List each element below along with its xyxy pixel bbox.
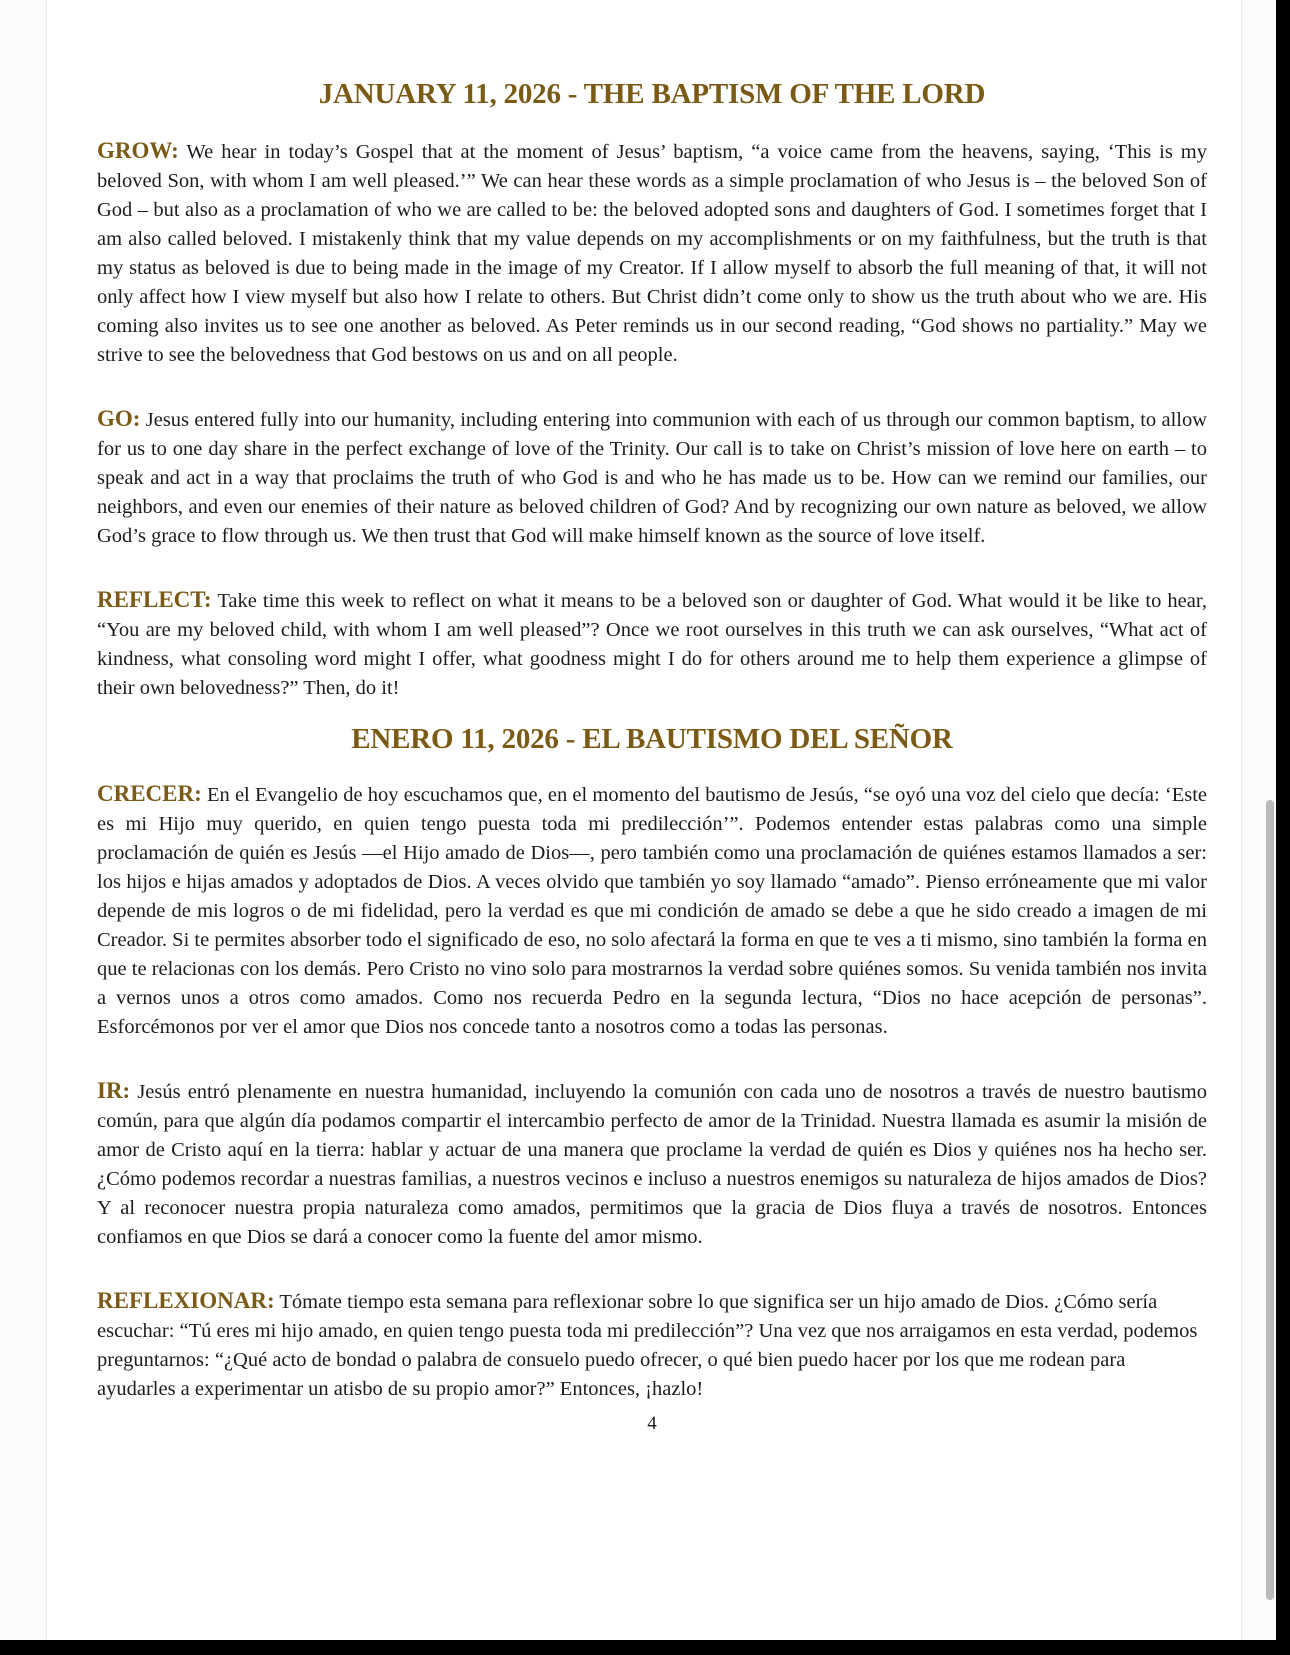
grow-text: We hear in today’s Gospel that at the moment of Jesus’ baptism, “a voice came from the heavens, saying, ‘This is my beloved Son, with whom I am well pleased.’” We can hear these words as a simple proclamation of who Jesus is – the beloved Son of God – but also as a proclamation of who we are called to be: the beloved adopted sons and daughters of God. I sometimes forget that I am also called beloved. I mistakenly think that my value depends on my accomplishments or on my faithfulness, but the truth is that my status as beloved is due to being made in the image of my Creator. If I allow myself to absorb the full meaning of that, it will not only affect how I view myself but also how I relate to others. But Christ didn’t come only to show us the truth about who we are. His coming also invites us to see one another as beloved. As Peter reminds us in our second reading, “God shows no partiality.” May we strive to see the belovedness that God bestows on us and on all people. (97, 141, 1207, 366)
page-number: 4 (647, 1413, 657, 1434)
crecer-label: CRECER: (97, 781, 202, 806)
reflect-text: Take time this week to reflect on what it means to be a beloved son or daughter of God. What would it be like to hear, “You are my beloved child, with whom I am well pleased”? Once we root ourselves in this truth we can ask ourselves, “What act of kindness, what consoling word might I offer, what goodness might I do for others around me to help them experience a glimpse of their own belovedness?” Then, do it! (97, 590, 1207, 699)
reflect-paragraph (97, 585, 1207, 703)
ir-paragraph (97, 1076, 1207, 1252)
crecer-paragraph (97, 779, 1207, 1042)
crecer-text: En el Evangelio de hoy escuchamos que, en el momento del bautismo de Jesús, “se oyó una voz del cielo que decía: ‘Este es mi Hijo muy querido, en quien tengo puesta toda mi predilección’”. Podemos entender estas palabras como una simple proclamación de quién es Jesús —el Hijo amado de Dios—, pero también como una proclamación de quiénes estamos llamados a ser: los hijos e hijas amados y adoptados de Dios. A veces olvido que también yo soy llamado “amado”. Pienso erróneamente que mi valor depende de mis logros o de mi fidelidad, pero la verdad es que mi condición de amado se debe a que he sido creado a imagen de mi Creador. Si te permites absorber todo el significado de eso, no solo afectará la forma en que te ves a ti mismo, sino también la forma en que te relacionas con los demás. Pero Cristo no vino solo para mostrarnos la verdad sobre quiénes somos. Su venida también nos invita a vernos unos a otros como amados. Como nos recuerda Pedro en la segunda lectura, “Dios no hace acepción de personas”. Esforcémonos por ver el amor que Dios nos concede tanto a nosotros como a todas las personas. (97, 784, 1207, 1038)
english-title: JANUARY 11, 2026 - THE BAPTISM OF THE LORD (318, 78, 986, 110)
grow-label: GROW: (97, 138, 179, 163)
ir-text: Jesús entró plenamente en nuestra humanidad, incluyendo la comunión con cada uno de nosotros a través de nuestro bautismo común, para que algún día podamos compartir el intercambio perfecto de amor de la Trinidad. Nuestra llamada es asumir la misión de amor de Cristo aquí en la tierra: hablar y actuar de una manera que proclame la verdad de quién es Dios y quiénes nos ha hecho ser. ¿Cómo podemos recordar a nuestras familias, a nuestros vecinos e incluso a nuestros enemigos su naturaleza de hijos amados de Dios? Y al reconocer nuestra propia naturaleza como amados, permitimos que la gracia de Dios fluya a través de nosotros. Entonces confiamos en que Dios se dará a conocer como la fuente del amor mismo. (97, 1081, 1208, 1248)
grow-paragraph (97, 136, 1207, 370)
reflexionar-text: Tómate tiempo esta semana para reflexionar sobre lo que significa ser un hijo amado de Dios. ¿Cómo sería escuchar: “Tú eres mi hijo amado, en quien tengo puesta toda mi predilección”? Una vez que nos arraigamos en esta verdad, podemos preguntarnos: “¿Qué acto de bondad o palabra de consuelo puedo ofrecer, o qué bien puedo hacer por los que me rodean para ayudarles a experimentar un atisbo de su propio amor?” Entonces, ¡hazlo! (97, 1291, 1198, 1400)
document-page (46, 0, 1242, 1640)
go-text: Jesus entered fully into our humanity, including entering into communion with each of us through our common baptism, to allow for us to one day share in the perfect exchange of love of the Trinity. Our call is to take on Christ’s mission of love here on earth – to speak and act in a way that proclaims the truth of who God is and who he has made us to be. How can we remind our families, our neighbors, and even our enemies of their nature as beloved children of God? And by recognizing our own nature as beloved, we allow God’s grace to flow through us. We then trust that God will make himself known as the source of love itself. (97, 409, 1208, 547)
reflexionar-paragraph (97, 1286, 1207, 1404)
reflexionar-label: REFLEXIONAR: (97, 1288, 275, 1313)
ir-label: IR: (97, 1078, 131, 1103)
vertical-scrollbar[interactable] (1266, 800, 1274, 1600)
spanish-title: ENERO 11, 2026 - EL BAUTISMO DEL SEÑOR (351, 723, 953, 755)
page-content (97, 72, 1207, 1436)
go-label: GO: (97, 406, 141, 431)
go-paragraph (97, 404, 1207, 551)
reflect-label: REFLECT: (97, 587, 212, 612)
